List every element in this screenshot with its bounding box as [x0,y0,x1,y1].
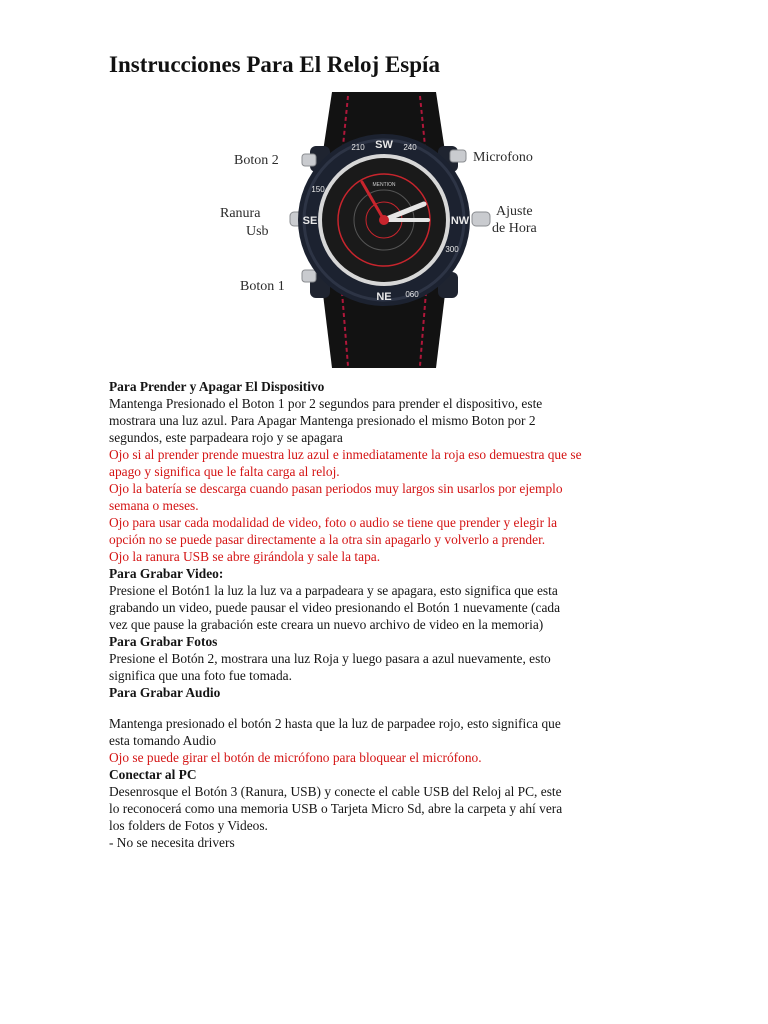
section-heading-audio: Para Grabar Audio [109,685,221,700]
warning-line: opción no se puede pasar directamente a la otra sin apagarlo y volverlo a prender. [109,532,546,547]
callout-boton1: Boton 1 [240,279,285,294]
bezel-mark-top: SW [375,139,393,151]
paragraph-line: Presione el Botón 2, mostrara una luz Roja y luego pasara a azul nuevamente, esto [109,651,551,666]
section-heading-video: Para Grabar Video: [109,566,224,581]
bezel-mark-bottom: NE [376,291,392,303]
callout-usb: Usb [246,224,269,239]
dial-brand: MENTION [372,182,396,188]
bezel-mark-right: NW [450,215,470,227]
callout-hora: de Hora [492,221,537,236]
paragraph-line: lo reconocerá como una memoria USB o Tarjeta Micro Sd, abre la carpeta y ahí vera [109,801,563,816]
paragraph-line: Mantenga presionado el botón 2 hasta que la luz de parpadee rojo, esto significa que [109,716,561,731]
warning-line: Ojo la ranura USB se abre girándola y sale la tapa. [109,549,381,564]
bezel-mark-left: SE [302,215,318,227]
paragraph-line: vez que pause la grabación este creara un nuevo archivo de video en la memoria) [109,617,544,632]
bezel-mark-left-num: 150 [311,185,325,194]
watch-figure [214,86,554,374]
paragraph-line: significa que una foto fue tomada. [109,668,292,683]
warning-line: Ojo para usar cada modalidad de video, foto o audio se tiene que prender y elegir la [109,515,558,530]
section-heading-fotos: Para Grabar Fotos [109,634,218,649]
bezel-mark-right-num: 300 [445,245,459,254]
warning-line: Ojo se puede girar el botón de micrófono para bloquear el micrófono. [109,750,482,765]
bezel-mark-bottom-num: 060 [405,290,419,299]
callout-boton2: Boton 2 [234,153,279,168]
crown-ajuste-hora [472,212,490,226]
blank-line [109,701,669,715]
callout-microfono: Microfono [473,150,533,165]
callout-ranura: Ranura [220,206,261,221]
section-heading-pc: Conectar al PC [109,767,197,782]
bezel-mark-top-num2: 210 [351,143,365,152]
callout-ajuste: Ajuste [496,204,533,219]
paragraph-line: grabando un video, puede pausar el video presionando el Botón 1 nuevamente (cada [109,600,561,615]
crown-microfono [450,150,466,162]
paragraph-line: mostrara una luz azul. Para Apagar Mantenga presionado el mismo Boton por 2 [109,413,536,428]
paragraph-line: esta tomando Audio [109,733,217,748]
button-boton1 [302,270,316,282]
warning-line: semana o meses. [109,498,199,513]
paragraph-line: Presione el Botón1 la luz la luz va a parpadeara y se apagara, esto significa que esta [109,583,558,598]
button-boton2 [302,154,316,166]
paragraph-line: - No se necesita drivers [109,835,235,850]
paragraph-line: Desenrosque el Botón 3 (Ranura, USB) y conecte el cable USB del Reloj al PC, este [109,784,562,799]
document-body [109,378,669,851]
page-title: Instrucciones Para El Reloj Espía [109,52,440,77]
paragraph-line: los folders de Fotos y Videos. [109,818,268,833]
warning-line: Ojo si al prender prende muestra luz azul e inmediatamente la roja eso demuestra que se [109,447,582,462]
section-heading-encender: Para Prender y Apagar El Dispositivo [109,379,325,394]
paragraph-line: Mantenga Presionado el Boton 1 por 2 segundos para prender el dispositivo, este [109,396,543,411]
bezel-mark-top-num: 240 [403,143,417,152]
paragraph-line: segundos, este parpadeara rojo y se apagara [109,430,343,445]
warning-line: apago y significa que le falta carga al reloj. [109,464,340,479]
warning-line: Ojo la batería se descarga cuando pasan periodos muy largos sin usarlos por ejemplo [109,481,563,496]
